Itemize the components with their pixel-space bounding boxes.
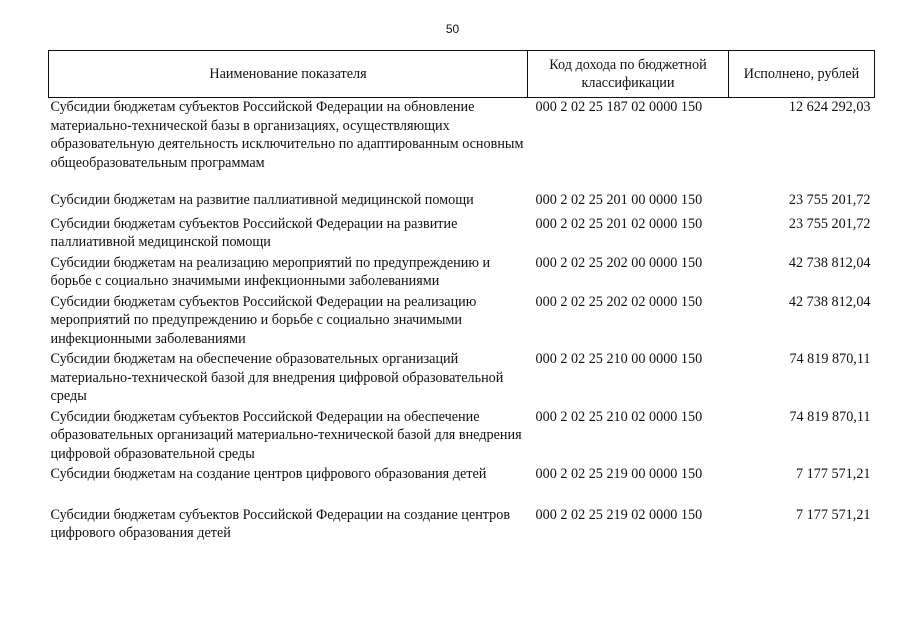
indicator-name-cell: Субсидии бюджетам субъектов Российской Федерации на создание центров цифрового образования детей (50, 506, 511, 541)
table-row (49, 465, 875, 506)
executed-amount-cell: 23 755 201,72 (788, 215, 871, 232)
executed-amount-cell: 23 755 201,72 (788, 192, 871, 208)
indicator-name-cell: Субсидии бюджетам на реализацию мероприятий по предупреждению и борьбе с социально значимыми инфекционными заболеваниями (50, 254, 491, 289)
income-code-cell: 000 2 02 25 201 00 0000 150 (535, 192, 703, 208)
table-row (49, 98, 875, 192)
indicator-name-cell: Субсидии бюджетам субъектов Российской Федерации на обновление материально-технической базы в организациях, осуществляющих образовательную деятельность исключительно по адаптированным основным общеобразовательным программам (50, 99, 524, 171)
executed-amount-cell: 42 738 812,04 (788, 293, 871, 310)
table-header-row (49, 51, 875, 98)
income-code-cell: 000 2 02 25 201 02 0000 150 (535, 215, 703, 232)
executed-amount-cell: 12 624 292,03 (788, 99, 871, 115)
table-row (49, 191, 875, 215)
income-code-cell: 000 2 02 25 187 02 0000 150 (535, 99, 703, 115)
income-code-cell: 000 2 02 25 219 02 0000 150 (535, 506, 703, 523)
header-income-code: Код дохода по бюджетной классификации (528, 51, 729, 98)
executed-amount-cell: 7 177 571,21 (796, 506, 871, 523)
header-executed-amount: Исполнено, рублей (729, 51, 875, 98)
table-row (49, 254, 875, 293)
table-row (49, 506, 875, 543)
executed-amount-cell: 74 819 870,11 (789, 351, 871, 367)
income-code-cell: 000 2 02 25 219 00 0000 150 (535, 466, 703, 482)
income-code-cell: 000 2 02 25 202 00 0000 150 (535, 254, 703, 271)
indicator-name-cell: Субсидии бюджетам субъектов Российской Федерации на реализацию мероприятий по предупреждению и борьбе с социально значимыми инфекционными заболеваниями (50, 293, 477, 347)
budget-income-table (48, 50, 875, 543)
header-indicator-name: Наименование показателя (49, 51, 528, 98)
indicator-name-cell: Субсидии бюджетам на развитие паллиативной медицинской помощи (50, 192, 474, 208)
income-code-cell: 000 2 02 25 210 00 0000 150 (535, 351, 703, 367)
executed-amount-cell: 7 177 571,21 (796, 466, 871, 482)
table-row (49, 350, 875, 408)
indicator-name-cell: Субсидии бюджетам на создание центров цифрового образования детей (50, 466, 487, 482)
executed-amount-cell: 42 738 812,04 (788, 254, 871, 271)
executed-amount-cell: 74 819 870,11 (789, 408, 871, 425)
income-code-cell: 000 2 02 25 202 02 0000 150 (535, 293, 703, 310)
table-row (49, 408, 875, 466)
page-number: 50 (445, 22, 460, 36)
table-row (49, 293, 875, 351)
indicator-name-cell: Субсидии бюджетам субъектов Российской Федерации на развитие паллиативной медицинской помощи (50, 215, 458, 250)
indicator-name-cell: Субсидии бюджетам на обеспечение образовательных организаций материально-технической базой для внедрения цифровой образовательной среды (50, 351, 504, 404)
income-code-cell: 000 2 02 25 210 02 0000 150 (535, 408, 703, 425)
table-row (49, 215, 875, 254)
indicator-name-cell: Субсидии бюджетам субъектов Российской Федерации на обеспечение образовательных организаций материально-технической базой для внедрения цифровой образовательной среды (50, 408, 522, 462)
